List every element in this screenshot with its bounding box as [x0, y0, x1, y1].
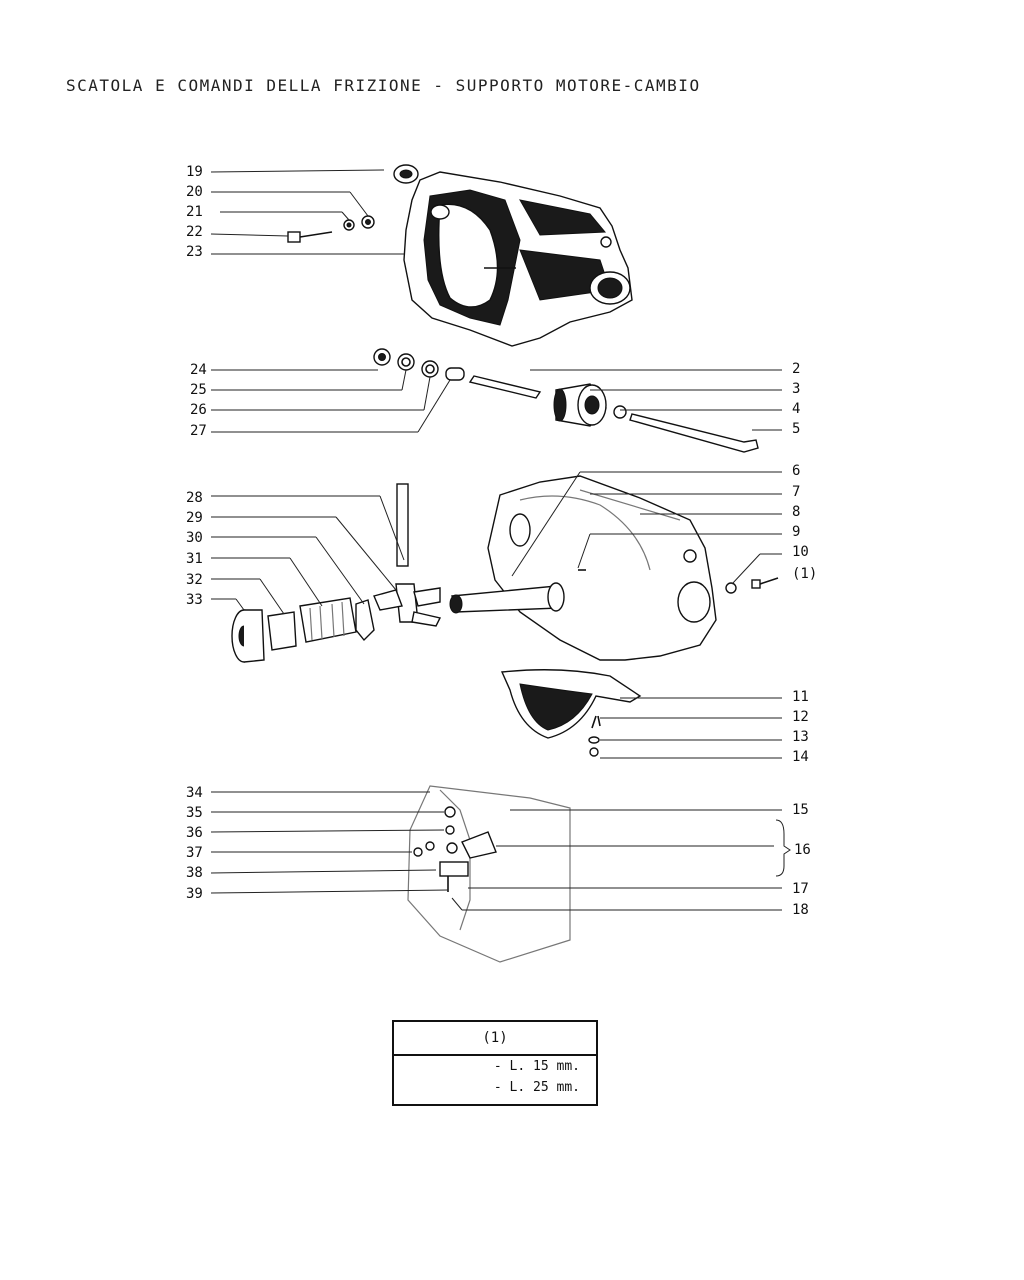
label-25: 25 [190, 382, 207, 398]
label-31: 31 [186, 551, 203, 567]
note-table [392, 1020, 598, 1106]
label-27: 27 [190, 423, 207, 439]
label-4: 4 [792, 401, 801, 417]
label-39: 39 [186, 886, 203, 902]
label-24: 24 [190, 362, 207, 378]
label-36: 36 [186, 825, 203, 841]
label-32: 32 [186, 572, 203, 588]
label-34: 34 [186, 785, 203, 801]
label-38: 38 [186, 865, 203, 881]
label-22: 22 [186, 224, 203, 240]
label-21: 21 [186, 204, 203, 220]
page-title: SCATOLA E COMANDI DELLA FRIZIONE - SUPPORTO MOTORE-CAMBIO [66, 76, 701, 95]
label-13: 13 [792, 729, 809, 745]
inspection-cover [502, 670, 640, 756]
label-5: 5 [792, 421, 801, 437]
label-2: 2 [792, 361, 801, 377]
label-23: 23 [186, 244, 203, 260]
shaft-assembly [374, 349, 758, 452]
middle-clutch-housing [488, 476, 716, 660]
label-30: 30 [186, 530, 203, 546]
label-28: 28 [186, 490, 203, 506]
label-26: 26 [190, 402, 207, 418]
label-37: 37 [186, 845, 203, 861]
label-11: 11 [792, 689, 809, 705]
label-20: 20 [186, 184, 203, 200]
label-19: 19 [186, 164, 203, 180]
label-16: 16 [794, 842, 811, 858]
label-note-1: (1) [792, 566, 818, 582]
label-3: 3 [792, 381, 801, 397]
note-table-header: (1) [394, 1022, 596, 1056]
upper-clutch-housing [394, 165, 632, 346]
note-table-row-1: - L. 15 mm. [493, 1059, 580, 1074]
note-table-row-2: - L. 25 mm. [493, 1080, 580, 1095]
label-6: 6 [792, 463, 801, 479]
fasteners-20-22 [288, 216, 374, 242]
label-18: 18 [792, 902, 809, 918]
label-8: 8 [792, 504, 801, 520]
label-14: 14 [792, 749, 809, 765]
label-33: 33 [186, 592, 203, 608]
label-7: 7 [792, 484, 801, 500]
bolt-10-and-note [726, 578, 778, 593]
label-15: 15 [792, 802, 809, 818]
label-35: 35 [186, 805, 203, 821]
label-10: 10 [792, 544, 809, 560]
label-9: 9 [792, 524, 801, 540]
label-29: 29 [186, 510, 203, 526]
label-17: 17 [792, 881, 809, 897]
label-12: 12 [792, 709, 809, 725]
